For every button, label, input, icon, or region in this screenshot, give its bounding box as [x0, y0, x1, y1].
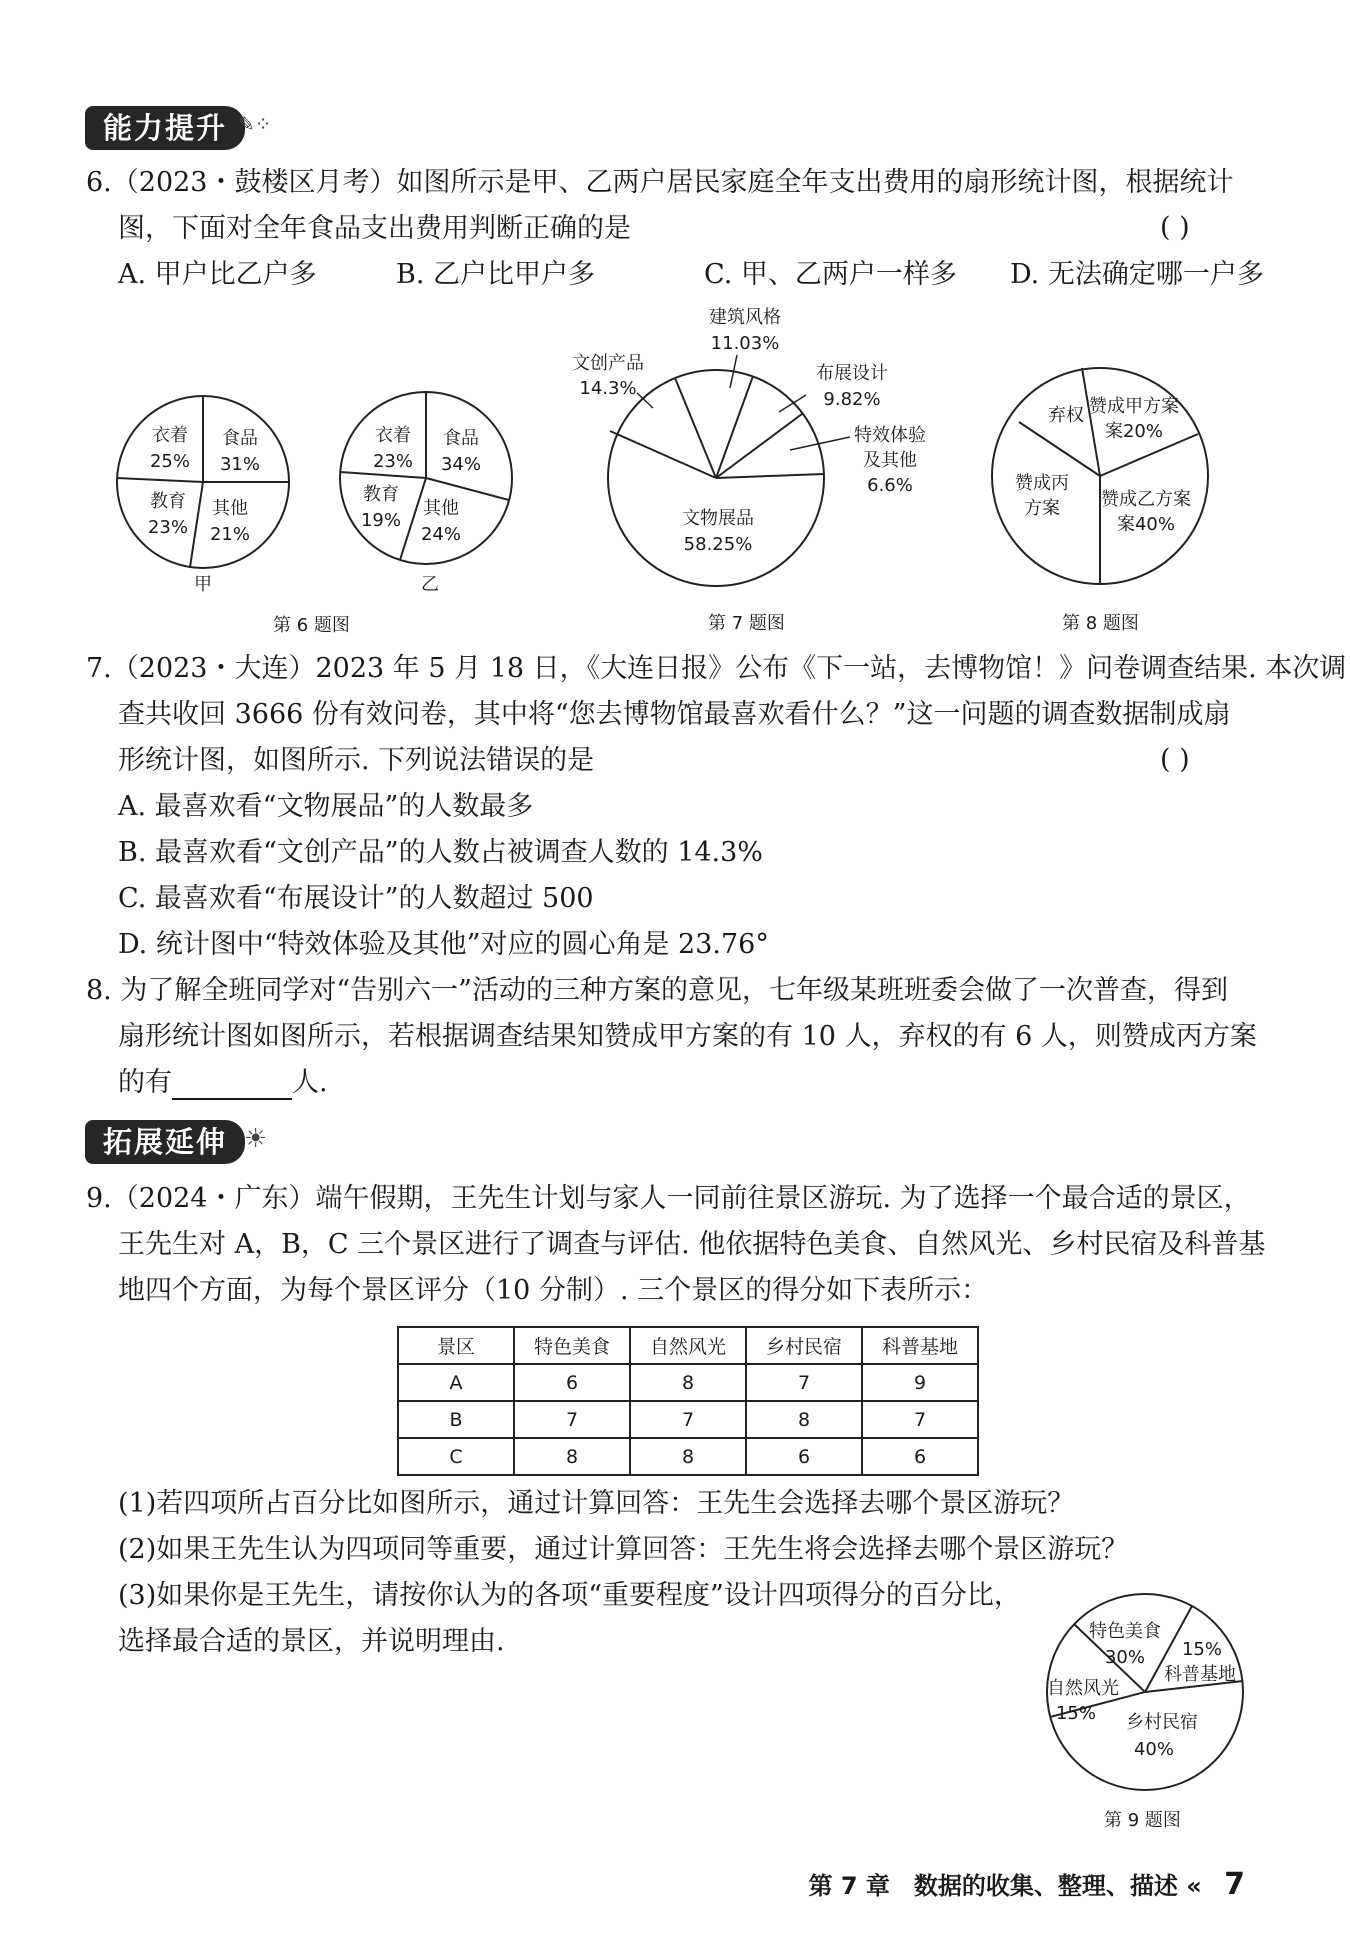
chapter-title: 第 7 章 数据的收集、整理、描述: [808, 1872, 1178, 1900]
pie-chart-q9: [1030, 1580, 1260, 1810]
q6-option-c: C. 甲、乙两户一样多: [704, 259, 957, 290]
pie-jia-value-clothing: 25%: [149, 451, 191, 472]
q9-line1: 9.（2024・广东）端午假期，王先生计划与家人一同前往景区游玩. 为了选择一个最合适的景区，: [86, 1183, 1251, 1214]
double-chevron-icon: «: [1186, 1872, 1202, 1900]
pie-yi-value-other: 24%: [420, 524, 462, 545]
pie-q7-label-creative: 文创产品: [572, 353, 644, 374]
q8-line1: 8. 为了解全班同学对“告别六一”活动的三种方案的意见，七年级某班班委会做了一次普查，得到: [86, 975, 1228, 1006]
q7-figure-caption: 第 7 题图: [708, 613, 785, 634]
q9-line2: 王先生对 A，B，C 三个景区进行了调查与评估. 他依据特色美食、自然风光、乡村民宿及科普基: [118, 1229, 1266, 1260]
table-cell: A: [398, 1364, 514, 1401]
table-cell: B: [398, 1401, 514, 1438]
pie-q9-label-food: 特色美食: [1089, 1621, 1161, 1642]
table-header-cell: 乡村民宿: [746, 1327, 862, 1364]
table-row: [398, 1364, 978, 1401]
q9-sub3a: (3)如果你是王先生，请按你认为的各项“重要程度”设计四项得分的百分比，: [118, 1580, 1021, 1611]
pie-yi-value-education: 19%: [360, 510, 402, 531]
q7-line2: 查共收回 3666 份有效问卷，其中将“您去博物馆最喜欢看什么？”这一问题的调查数据制成扇: [118, 699, 1231, 730]
q8-line3: [118, 1066, 328, 1100]
pie-q8-label-plan-b: 赞成乙方案: [1101, 489, 1191, 510]
pie-q7-label-exhibit-design: 布展设计: [816, 363, 888, 384]
table-header-cell: 科普基地: [862, 1327, 978, 1364]
pie-chart-q8: [992, 368, 1208, 584]
section-badge-ability: 能力提升: [85, 106, 245, 150]
table-header-row: [398, 1327, 978, 1364]
pie-jia-label-clothing: 衣着: [152, 425, 188, 446]
q8-line3-end: 人.: [292, 1067, 328, 1098]
q7-line3: 形统计图，如图所示. 下列说法错误的是: [118, 745, 595, 776]
pie-q9-value-food: 30%: [1104, 1647, 1146, 1668]
q8-answer-blank[interactable]: [172, 1072, 292, 1100]
pie-q9-value-homestay: 40%: [1133, 1739, 1175, 1760]
pie-yi-value-food: 34%: [440, 454, 482, 475]
pie-yi-label-other: 其他: [423, 498, 459, 519]
table-header-cell: 特色美食: [514, 1327, 630, 1364]
page-footer: [808, 1866, 1245, 1902]
q7-option-c: C. 最喜欢看“布展设计”的人数超过 500: [118, 883, 594, 914]
table-row: [398, 1401, 978, 1438]
section-badge-extension: 拓展延伸: [85, 1120, 245, 1164]
q7-line1: 7.（2023・大连）2023 年 5 月 18 日，《大连日报》公布《下一站，去博物馆！》问卷调查结果. 本次调: [86, 653, 1347, 684]
q7-option-d: D. 统计图中“特效体验及其他”对应的圆心角是 23.76°: [118, 929, 769, 960]
q7-option-b: B. 最喜欢看“文创产品”的人数占被调查人数的 14.3%: [118, 837, 763, 868]
table-cell: 8: [746, 1401, 862, 1438]
q9-sub2: (2)如果王先生认为四项同等重要，通过计算回答：王先生将会选择去哪个景区游玩？: [118, 1534, 1129, 1565]
pie-q9-value-science: 15%: [1181, 1639, 1223, 1660]
table-cell: 7: [746, 1364, 862, 1401]
table-cell: 6: [514, 1364, 630, 1401]
lightbulb-icon: ☀: [244, 1124, 268, 1154]
pie-chart-q7: [572, 307, 926, 586]
pie-jia-title: 甲: [194, 574, 212, 595]
scenic-score-table: [397, 1326, 979, 1476]
pie-q9-value-scenery: 15%: [1055, 1703, 1097, 1724]
pie-jia-value-education: 23%: [147, 517, 189, 538]
table-cell: 7: [862, 1401, 978, 1438]
table-cell: 7: [630, 1401, 746, 1438]
pie-jia-value-other: 21%: [209, 524, 251, 545]
pie-q8-label-plan-c-2: 方案: [1024, 498, 1060, 519]
pie-q7-value-creative: 14.3%: [579, 378, 637, 399]
pie-q8-label-plan-c: 赞成丙: [1015, 473, 1069, 494]
pie-q7-value-architecture: 11.03%: [710, 333, 780, 354]
q9-line3: 地四个方面，为每个景区评分（10 分制）. 三个景区的得分如下表所示：: [118, 1275, 989, 1306]
pie-yi-value-clothing: 23%: [372, 451, 414, 472]
pie-yi-label-food: 食品: [443, 428, 479, 449]
pie-yi-label-clothing: 衣着: [375, 425, 411, 446]
pie-q9-label-scenery: 自然风光: [1047, 1678, 1119, 1699]
table-cell: 8: [514, 1438, 630, 1475]
q6-answer-paren[interactable]: ( ): [1160, 212, 1190, 243]
pie-q7-label-effects-2: 及其他: [863, 450, 917, 471]
q6-line2: 图，下面对全年食品支出费用判断正确的是: [118, 213, 631, 244]
pie-jia-value-food: 31%: [219, 454, 261, 475]
q6-option-b: B. 乙户比甲户多: [396, 259, 596, 290]
pie-q7-label-architecture: 建筑风格: [709, 307, 781, 328]
q8-figure-caption: 第 8 题图: [1062, 613, 1139, 634]
q6-line1: 6.（2023・鼓楼区月考）如图所示是甲、乙两户居民家庭全年支出费用的扇形统计图，根据统计: [86, 167, 1234, 198]
table-header-cell: 景区: [398, 1327, 514, 1364]
pie-yi-label-education: 教育: [363, 484, 399, 505]
pie-q7-value-exhibit-design: 9.82%: [823, 389, 881, 410]
pie-chart-jia: [117, 396, 289, 595]
pie-q9-label-homestay: 乡村民宿: [1126, 1712, 1198, 1733]
sparkle-icon: ✎⁘: [238, 112, 272, 136]
pie-q7-value-effects: 6.6%: [867, 475, 913, 496]
table-header-cell: 自然风光: [630, 1327, 746, 1364]
pie-jia-label-other: 其他: [212, 498, 248, 519]
pie-q7-value-relics: 58.25%: [683, 534, 753, 555]
q9-sub3b: 选择最合适的景区，并说明理由.: [118, 1626, 505, 1657]
pie-jia-label-food: 食品: [222, 428, 258, 449]
q8-line2: 扇形统计图如图所示，若根据调查结果知赞成甲方案的有 10 人，弃权的有 6 人，则赞成丙方案: [118, 1021, 1257, 1052]
q7-option-a: A. 最喜欢看“文物展品”的人数最多: [118, 791, 534, 822]
pie-jia-label-education: 教育: [150, 491, 186, 512]
page-number: 7: [1224, 1867, 1245, 1902]
table-cell: 8: [630, 1364, 746, 1401]
pie-q7-label-effects: 特效体验: [854, 425, 926, 446]
table-cell: 6: [862, 1438, 978, 1475]
q6-option-a: A. 甲户比乙户多: [118, 259, 317, 290]
pie-q7-label-relics: 文物展品: [682, 508, 754, 529]
table-row: [398, 1438, 978, 1475]
table-cell: 9: [862, 1364, 978, 1401]
q8-line3-start: 的有: [118, 1067, 172, 1098]
pie-q8-value-plan-a: 案20%: [1104, 421, 1164, 442]
q6-option-d: D. 无法确定哪一户多: [1010, 259, 1264, 290]
table-cell: 8: [630, 1438, 746, 1475]
pie-chart-yi: [340, 392, 512, 595]
pie-q9-label-science: 科普基地: [1164, 1664, 1236, 1685]
table-cell: C: [398, 1438, 514, 1475]
pie-yi-title: 乙: [421, 574, 439, 595]
table-cell: 6: [746, 1438, 862, 1475]
q9-figure-caption: 第 9 题图: [1104, 1810, 1181, 1831]
figures-row: [0, 300, 1350, 640]
q7-answer-paren[interactable]: ( ): [1160, 744, 1190, 775]
q6-figure-caption: 第 6 题图: [273, 615, 350, 636]
pie-q8-value-plan-b: 案40%: [1116, 514, 1176, 535]
pie-q8-label-plan-a: 赞成甲方案: [1089, 396, 1179, 417]
table-cell: 7: [514, 1401, 630, 1438]
pie-q8-label-abstain: 弃权: [1048, 405, 1084, 426]
q9-sub1: (1)若四项所占百分比如图所示，通过计算回答：王先生会选择去哪个景区游玩？: [118, 1488, 1075, 1519]
